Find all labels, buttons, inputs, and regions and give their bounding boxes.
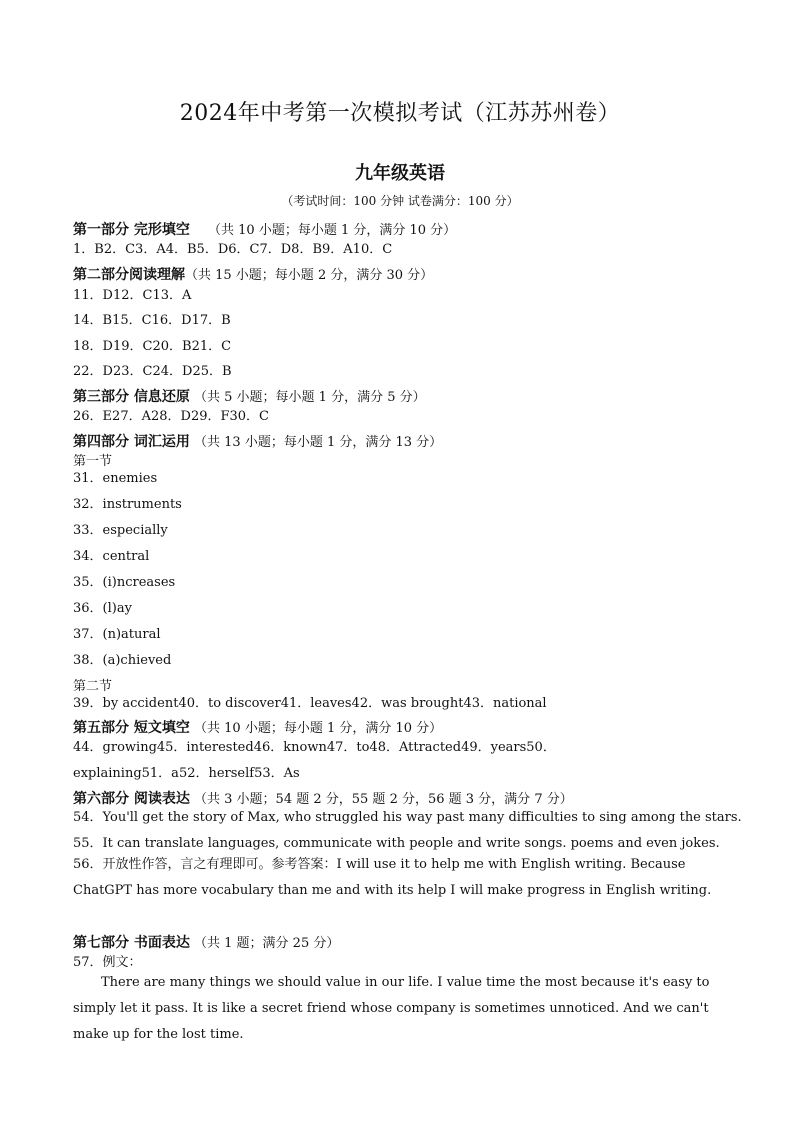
answer-item: 51．a bbox=[141, 766, 179, 781]
answer-item: 49．years bbox=[461, 740, 527, 755]
answer-item: 21．C bbox=[191, 339, 232, 354]
part6-note: （共 3 小题；54 题 2 分，55 题 2 分，56 题 3 分，满分 7 分） bbox=[194, 792, 573, 807]
part4-section1-label: 第一节 bbox=[73, 454, 113, 469]
part4-s1-item: 32．instruments bbox=[73, 497, 182, 512]
answer-56: 56．开放性作答，言之有理即可。参考答案：I will use it to help me with English writing. Because ChatGPT has more vocabulary than me and with its help I will make progress in English writing. bbox=[73, 857, 712, 898]
part2-heading: 第二部分阅读理解 bbox=[73, 267, 185, 283]
part2-row-1 bbox=[73, 284, 191, 303]
answer-item: 45．interested bbox=[156, 740, 254, 755]
answer-item: 9．A bbox=[322, 242, 353, 257]
part7-note: （共 1 题；满分 25 分） bbox=[194, 936, 340, 951]
answer-item: 46．known bbox=[253, 740, 327, 755]
part3-heading: 第三部分 信息还原 bbox=[73, 389, 190, 405]
part4-section2-answers bbox=[73, 692, 547, 711]
part4-heading-line bbox=[73, 431, 442, 451]
answer-item: 53．As bbox=[254, 766, 300, 781]
part5-row-1 bbox=[73, 736, 556, 755]
answer-item: 39．by accident bbox=[73, 696, 179, 711]
answer-item: 40．to discover bbox=[178, 696, 281, 711]
answer-item: 16．D bbox=[151, 313, 192, 328]
part6-heading-line bbox=[73, 788, 573, 808]
part5-heading-line bbox=[73, 717, 442, 737]
part4-s1-item: 36．(l)ay bbox=[73, 601, 132, 616]
answer-item: 11．D bbox=[73, 288, 113, 303]
part4-s1-item: 35．(i)ncreases bbox=[73, 575, 176, 590]
part4-section2-label: 第二节 bbox=[73, 679, 113, 694]
answer-item: 52．herself bbox=[178, 766, 255, 781]
answer-item: 24．D bbox=[152, 364, 193, 379]
answer-item: 48．Attracted bbox=[369, 740, 462, 755]
answer-item: 28．D bbox=[150, 409, 191, 424]
part3-answers bbox=[73, 405, 269, 424]
part4-s1-item: 33．especially bbox=[73, 523, 168, 538]
answer-item: 25．B bbox=[192, 364, 232, 379]
answer-item: explaining bbox=[73, 766, 142, 781]
part2-row-2 bbox=[73, 309, 231, 328]
answer-item: 29．F bbox=[190, 409, 230, 424]
answer-item: 6．C bbox=[228, 242, 260, 257]
answer-item: 30．C bbox=[229, 409, 270, 424]
part2-row-3 bbox=[73, 335, 231, 354]
part2-row-4 bbox=[73, 360, 232, 379]
answer-item: 12．C bbox=[112, 288, 153, 303]
answer-item: 8．B bbox=[291, 242, 322, 257]
answer-item: 5．D bbox=[196, 242, 229, 257]
answer-item: 44．growing bbox=[73, 740, 157, 755]
part4-note: （共 13 小题；每小题 1 分，满分 13 分） bbox=[194, 435, 443, 450]
answer-item: 1．B bbox=[73, 242, 104, 257]
part3-note: （共 5 小题；每小题 1 分，满分 5 分） bbox=[194, 390, 426, 405]
answer-item: 41．leaves bbox=[280, 696, 352, 711]
answer-item: 22．D bbox=[73, 364, 113, 379]
part4-heading: 第四部分 词汇运用 bbox=[73, 434, 190, 450]
part4-s1-item: 34．central bbox=[73, 549, 150, 564]
part1-heading: 第一部分 完形填空 bbox=[73, 222, 190, 238]
answer-item: 2．C bbox=[103, 242, 136, 257]
part5-heading: 第五部分 短文填空 bbox=[73, 720, 190, 736]
answer-item: 13．A bbox=[152, 288, 192, 303]
part2-note: （共 15 小题；每小题 2 分，满分 30 分） bbox=[185, 268, 434, 283]
answer-item: 19．C bbox=[112, 339, 153, 354]
answer-54: 54．You'll get the story of Max, who struggled his way past many difficulties to sing among the stars. bbox=[73, 810, 742, 825]
part4-s1-item: 38．(a)chieved bbox=[73, 653, 172, 668]
answer-item: 27．A bbox=[112, 409, 151, 424]
part5-row-2 bbox=[73, 762, 300, 781]
part3-heading-line bbox=[73, 386, 426, 406]
exam-info: （考试时间：100 分钟 试卷满分：100 分） bbox=[281, 194, 519, 208]
answer-item: 15．C bbox=[112, 313, 152, 328]
answer-item: 18．D bbox=[73, 339, 113, 354]
answer-55: 55．It can translate languages, communicate with people and write songs. poems and even jokes. bbox=[73, 836, 720, 851]
part1-answers bbox=[73, 238, 392, 257]
part7-heading-line bbox=[73, 932, 339, 952]
essay-text: There are many things we should value in our life. I value time the most because it's easy to simply let it pass. It is like a secret friend whose company is sometimes unnoticed. And we can't make up for the lost time. bbox=[73, 975, 710, 1042]
answer-item: 26．E bbox=[73, 409, 113, 424]
part1-note: （共 10 小题；每小题 1 分，满分 10 分） bbox=[208, 223, 457, 238]
part2-heading-line bbox=[73, 264, 433, 284]
part4-s1-item: 37．(n)atural bbox=[73, 627, 161, 642]
part1-heading-line bbox=[73, 219, 456, 239]
answer-item: 42．was brought bbox=[351, 696, 464, 711]
part6-heading: 第六部分 阅读表达 bbox=[73, 791, 190, 807]
answer-item: 47．to bbox=[326, 740, 370, 755]
answer-item: 43．national bbox=[463, 696, 547, 711]
answer-57-label: 57．例文： bbox=[73, 955, 142, 970]
answer-item: 50． bbox=[526, 740, 556, 755]
answer-item: 23．C bbox=[112, 364, 153, 379]
part4-s1-item: 31．enemies bbox=[73, 471, 158, 486]
answer-item: 4．B bbox=[165, 242, 197, 257]
page-title: 2024年中考第一次模拟考试（江苏苏州卷） bbox=[179, 101, 621, 126]
part7-heading: 第七部分 书面表达 bbox=[73, 935, 190, 951]
page-subtitle: 九年级英语 bbox=[355, 163, 445, 184]
answer-item: 14．B bbox=[73, 313, 113, 328]
part5-note: （共 10 小题；每小题 1 分，满分 10 分） bbox=[194, 721, 443, 736]
answer-item: 7．D bbox=[259, 242, 292, 257]
answer-item: 3．A bbox=[135, 242, 166, 257]
answer-item: 20．B bbox=[152, 339, 192, 354]
answer-item: 10．C bbox=[352, 242, 393, 257]
answer-item: 17．B bbox=[191, 313, 231, 328]
